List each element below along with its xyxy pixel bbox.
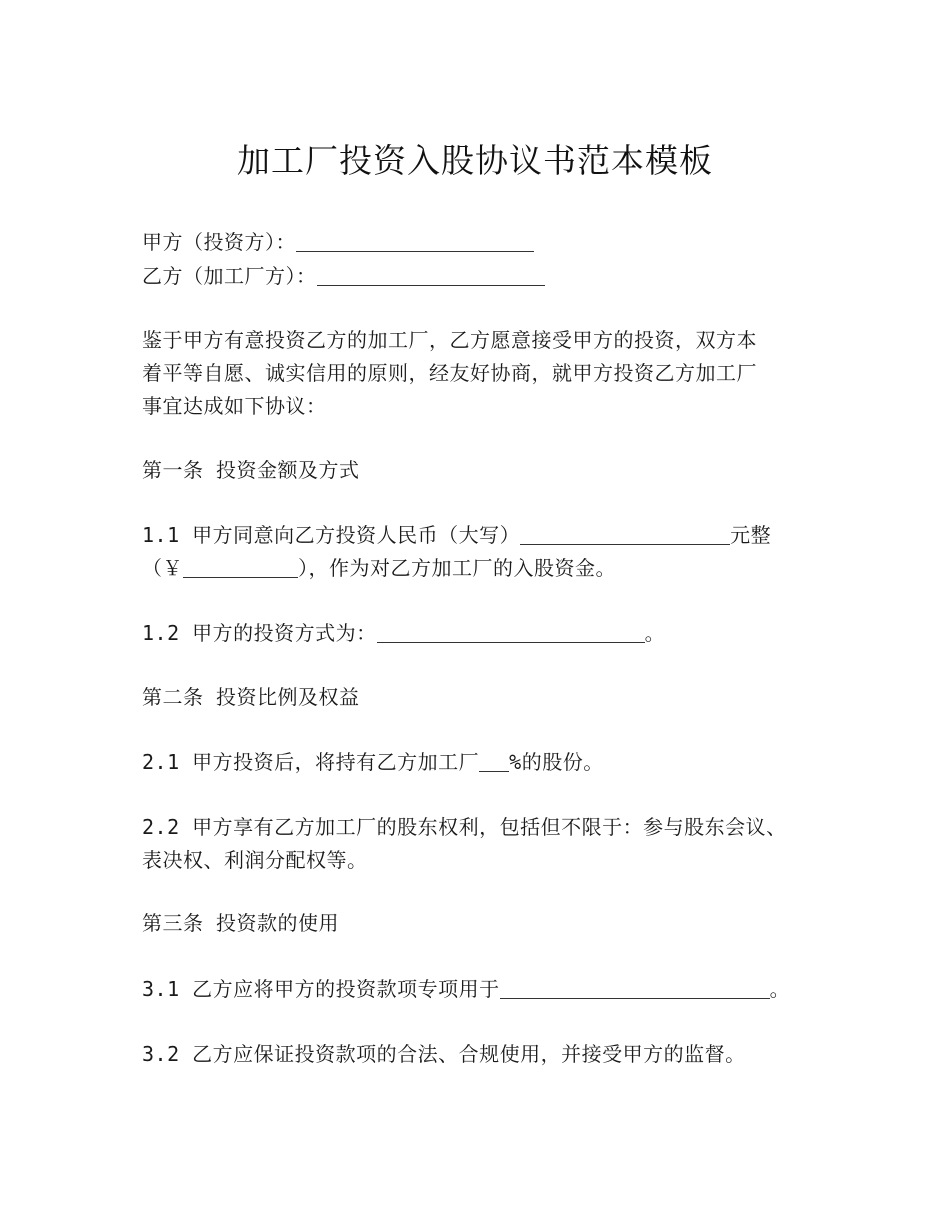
party-a-line <box>142 226 534 258</box>
article-3-heading: 第三条 投资款的使用 <box>142 911 340 935</box>
clause-3-1 <box>142 973 790 1005</box>
document-title: 加工厂投资入股协议书范本模板 <box>237 141 713 180</box>
clause-3-1-text: 3.1 乙方应将甲方的投资款项专项用于 <box>142 977 500 1001</box>
clause-2-1 <box>142 746 604 778</box>
party-a-label: 甲方（投资方）： <box>142 230 296 254</box>
clause-1-1-amount-words-blank[interactable] <box>520 524 730 545</box>
clause-2-1-end: %的股份。 <box>509 750 604 774</box>
preamble-line-3: 事宜达成如下协议： <box>142 394 327 418</box>
clause-1-2 <box>142 617 665 649</box>
clause-2-2 <box>142 811 842 877</box>
clause-1-1-unit: 元整 <box>730 523 772 547</box>
article-1-heading: 第一条 投资金额及方式 <box>142 458 360 482</box>
clause-2-2-line-1: 2.2 甲方享有乙方加工厂的股东权利，包括但不限于：参与股东会议、 <box>142 815 787 839</box>
preamble-line-2: 着平等自愿、诚实信用的原则，经友好协商，就甲方投资乙方加工厂 <box>142 361 757 385</box>
clause-1-1-amount-number-blank[interactable] <box>183 557 298 578</box>
article-2-heading: 第二条 投资比例及权益 <box>142 685 360 709</box>
clause-1-2-text: 1.2 甲方的投资方式为： <box>142 621 377 645</box>
clause-1-2-end: 。 <box>644 621 666 645</box>
clause-1-1-purpose: ），作为对乙方加工厂的入股资金。 <box>298 556 616 580</box>
clause-2-1-percent-blank[interactable] <box>479 751 509 772</box>
clause-1-1-currency-open: （￥ <box>142 556 183 580</box>
preamble-line-1: 鉴于甲方有意投资乙方的加工厂，乙方愿意接受甲方的投资，双方本 <box>142 328 757 352</box>
clause-1-1-line-1 <box>142 519 771 551</box>
clause-2-1-text: 2.1 甲方投资后，将持有乙方加工厂 <box>142 750 480 774</box>
preamble-paragraph <box>142 324 832 423</box>
clause-1-1-line-2 <box>142 552 616 584</box>
clause-1-2-method-blank[interactable] <box>377 622 645 643</box>
party-b-label: 乙方（加工厂方）： <box>142 264 317 288</box>
clause-3-2: 3.2 乙方应保证投资款项的合法、合规使用，并接受甲方的监督。 <box>142 1042 746 1066</box>
clause-3-1-usage-blank[interactable] <box>500 978 770 999</box>
clause-3-1-end: 。 <box>769 977 791 1001</box>
clause-2-2-line-2: 表决权、利润分配权等。 <box>142 848 368 872</box>
clause-1-1-text: 1.1 甲方同意向乙方投资人民币（大写） <box>142 523 521 547</box>
party-b-blank[interactable] <box>317 265 545 286</box>
party-b-line <box>142 260 545 292</box>
party-a-blank[interactable] <box>296 231 534 252</box>
